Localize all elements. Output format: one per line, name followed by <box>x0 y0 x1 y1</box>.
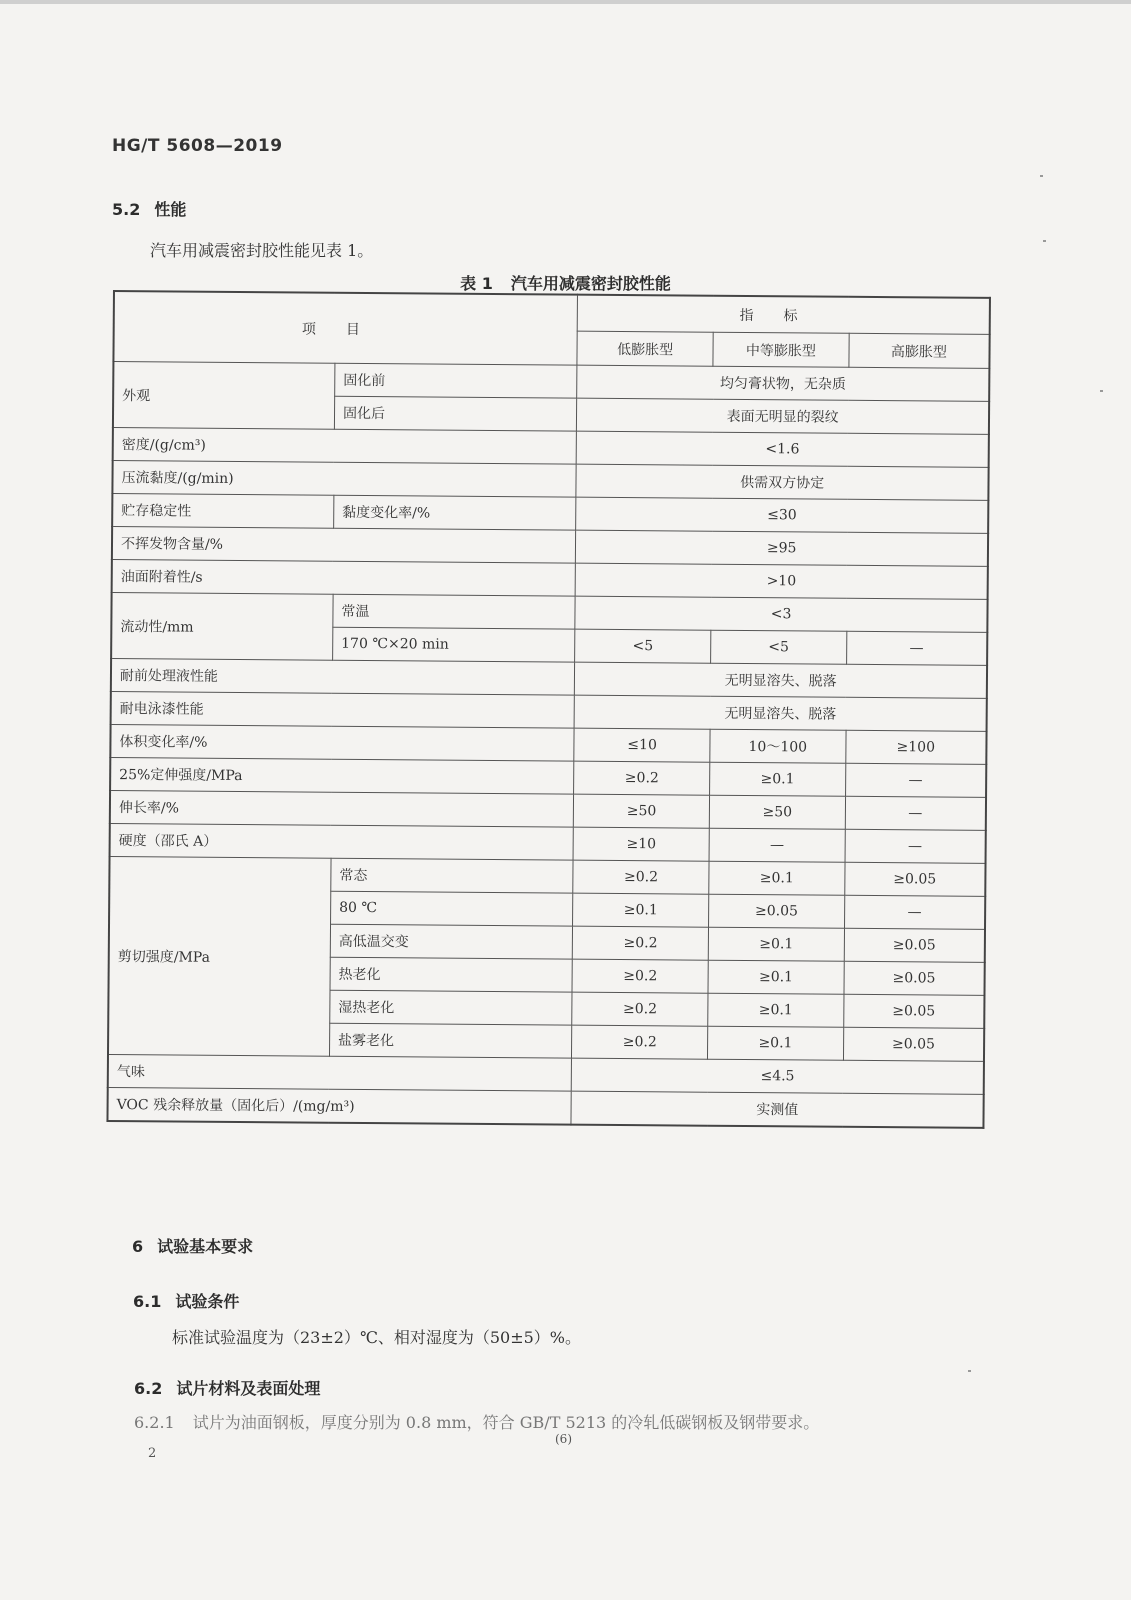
row-sublabel: 170 ℃×20 min <box>333 627 576 662</box>
value-high: ≥0.05 <box>843 1027 984 1061</box>
clause-6-2-1 <box>134 1410 819 1433</box>
value-mid: ≥0.1 <box>708 993 844 1027</box>
row-label: 压流黏度/(g/min) <box>112 461 576 498</box>
row-value: 实测值 <box>571 1091 983 1128</box>
value-mid: ≥50 <box>709 795 845 829</box>
row-value: ≥95 <box>576 530 988 566</box>
row-sublabel: 高低温交变 <box>330 924 573 959</box>
scan-speck <box>968 1370 971 1372</box>
row-sublabel: 常温 <box>333 594 576 629</box>
value-low: ≥0.2 <box>574 761 710 795</box>
standard-code: HG/T 5608—2019 <box>112 136 283 156</box>
row-value: <1.6 <box>576 431 988 467</box>
row-value: <3 <box>575 596 987 632</box>
table-row <box>107 1087 983 1127</box>
row-label: 外观 <box>113 362 335 430</box>
section-number: 6 <box>132 1237 144 1256</box>
row-sublabel: 盐雾老化 <box>329 1023 572 1058</box>
row-label: 耐前处理液性能 <box>111 658 575 695</box>
value-high: — <box>845 796 986 830</box>
row-label: 不挥发物含量/% <box>112 527 576 564</box>
section-6-2-heading <box>134 1376 320 1399</box>
scan-speck <box>1040 175 1043 177</box>
section-number: 6.1 <box>133 1292 162 1311</box>
section-5-2-heading <box>112 197 186 220</box>
row-sublabel: 黏度变化率/% <box>334 495 577 530</box>
row-label: 剪切强度/MPa <box>108 856 331 1056</box>
row-sublabel: 固化前 <box>335 363 578 398</box>
page-number: 2 <box>148 1446 157 1461</box>
row-label: 油面附着性/s <box>112 559 576 596</box>
section-title: 试片材料及表面处理 <box>176 1379 321 1398</box>
row-value: ≤30 <box>576 497 988 533</box>
value-low: ≥10 <box>573 827 709 861</box>
table-title: 汽车用减震密封胶性能 <box>510 274 671 293</box>
value-high: — <box>845 829 986 863</box>
value-low: ≥0.2 <box>572 959 708 993</box>
value-low: <5 <box>575 629 711 663</box>
row-label: 贮存稳定性 <box>112 494 334 529</box>
row-sublabel: 湿热老化 <box>330 990 573 1025</box>
section-number: 6.2 <box>134 1379 163 1398</box>
table-row <box>109 856 985 896</box>
row-sublabel: 常态 <box>331 858 574 893</box>
row-value: 无明显溶失、脱落 <box>574 695 986 731</box>
section-6-1-heading <box>133 1289 239 1312</box>
row-label: 硬度（邵氏 A） <box>110 823 574 860</box>
value-mid: 10～100 <box>710 729 846 763</box>
row-label: VOC 残余释放量（固化后）/(mg/m³) <box>107 1087 571 1124</box>
scan-speck <box>1043 240 1046 242</box>
value-low: ≥0.1 <box>573 893 709 927</box>
row-sublabel: 80 ℃ <box>330 891 573 926</box>
performance-table-wrapper <box>106 290 991 1129</box>
scan-top-edge <box>0 0 1131 4</box>
header-item: 项目 <box>113 291 577 365</box>
row-label: 耐电泳漆性能 <box>111 691 575 728</box>
row-value: >10 <box>575 563 987 599</box>
clause-number: 6.2.1 <box>134 1413 175 1432</box>
table-row <box>113 362 989 402</box>
value-high: — <box>846 631 987 665</box>
value-low: ≥0.2 <box>573 926 709 960</box>
row-value: 供需双方协定 <box>576 464 988 500</box>
row-label: 气味 <box>108 1054 572 1091</box>
header-type-mid: 中等膨胀型 <box>713 332 849 367</box>
value-mid: ≥0.05 <box>709 894 845 928</box>
row-label: 伸长率/% <box>110 790 574 827</box>
row-label: 25%定伸强度/MPa <box>110 757 574 794</box>
table-row <box>111 592 987 632</box>
value-high: — <box>845 763 986 797</box>
value-high: ≥100 <box>846 730 987 764</box>
section-title: 试验基本要求 <box>157 1237 254 1256</box>
value-mid: ≥0.1 <box>707 1026 843 1060</box>
value-high: ≥0.05 <box>844 961 985 995</box>
row-sublabel: 热老化 <box>330 957 573 992</box>
row-value: 均匀膏状物，无杂质 <box>577 365 989 401</box>
row-label: 体积变化率/% <box>110 724 574 761</box>
value-mid: ≥0.1 <box>708 960 844 994</box>
header-indicator: 指标 <box>578 295 990 335</box>
scan-speck <box>1100 390 1103 392</box>
row-value: ≤4.5 <box>572 1058 984 1094</box>
section-title: 性能 <box>154 200 187 219</box>
section-6-1-text: 标准试验温度为（23±2）℃、相对湿度为（50±5）%。 <box>172 1328 581 1347</box>
value-mid: — <box>709 828 845 862</box>
row-value: 表面无明显的裂纹 <box>577 398 989 434</box>
value-mid: ≥0.1 <box>709 861 845 895</box>
clause-text: 试片为油面钢板，厚度分别为 0.8 mm，符合 GB/T 5213 的冷轧低碳钢板及钢带要求。 <box>192 1413 820 1432</box>
row-label: 密度/(g/cm³) <box>113 428 577 465</box>
value-low: ≥50 <box>574 794 710 828</box>
section-title: 试验条件 <box>175 1292 240 1311</box>
value-high: ≥0.05 <box>844 928 985 962</box>
sheet-mark: (6) <box>555 1432 572 1446</box>
value-high: — <box>844 895 985 929</box>
table-header-row <box>114 291 990 334</box>
section-number: 5.2 <box>112 200 141 219</box>
value-high: ≥0.05 <box>845 862 986 896</box>
value-low: ≤10 <box>574 728 710 762</box>
value-low: ≥0.2 <box>572 1025 708 1059</box>
value-low: ≥0.2 <box>572 992 708 1026</box>
section-5-2-intro: 汽车用减震密封胶性能见表 1。 <box>150 241 374 260</box>
table-number: 表 1 <box>460 274 493 293</box>
row-value: 无明显溶失、脱落 <box>575 662 987 698</box>
value-mid: ≥0.1 <box>708 927 844 961</box>
section-6-heading <box>132 1234 253 1257</box>
header-type-low: 低膨胀型 <box>577 331 713 366</box>
row-label: 流动性/mm <box>111 592 333 660</box>
value-mid: <5 <box>711 630 847 664</box>
value-low: ≥0.2 <box>573 860 709 894</box>
performance-table <box>106 290 991 1129</box>
header-type-high: 高膨胀型 <box>849 333 990 368</box>
value-mid: ≥0.1 <box>710 762 846 796</box>
row-sublabel: 固化后 <box>334 396 577 431</box>
value-high: ≥0.05 <box>843 994 984 1028</box>
